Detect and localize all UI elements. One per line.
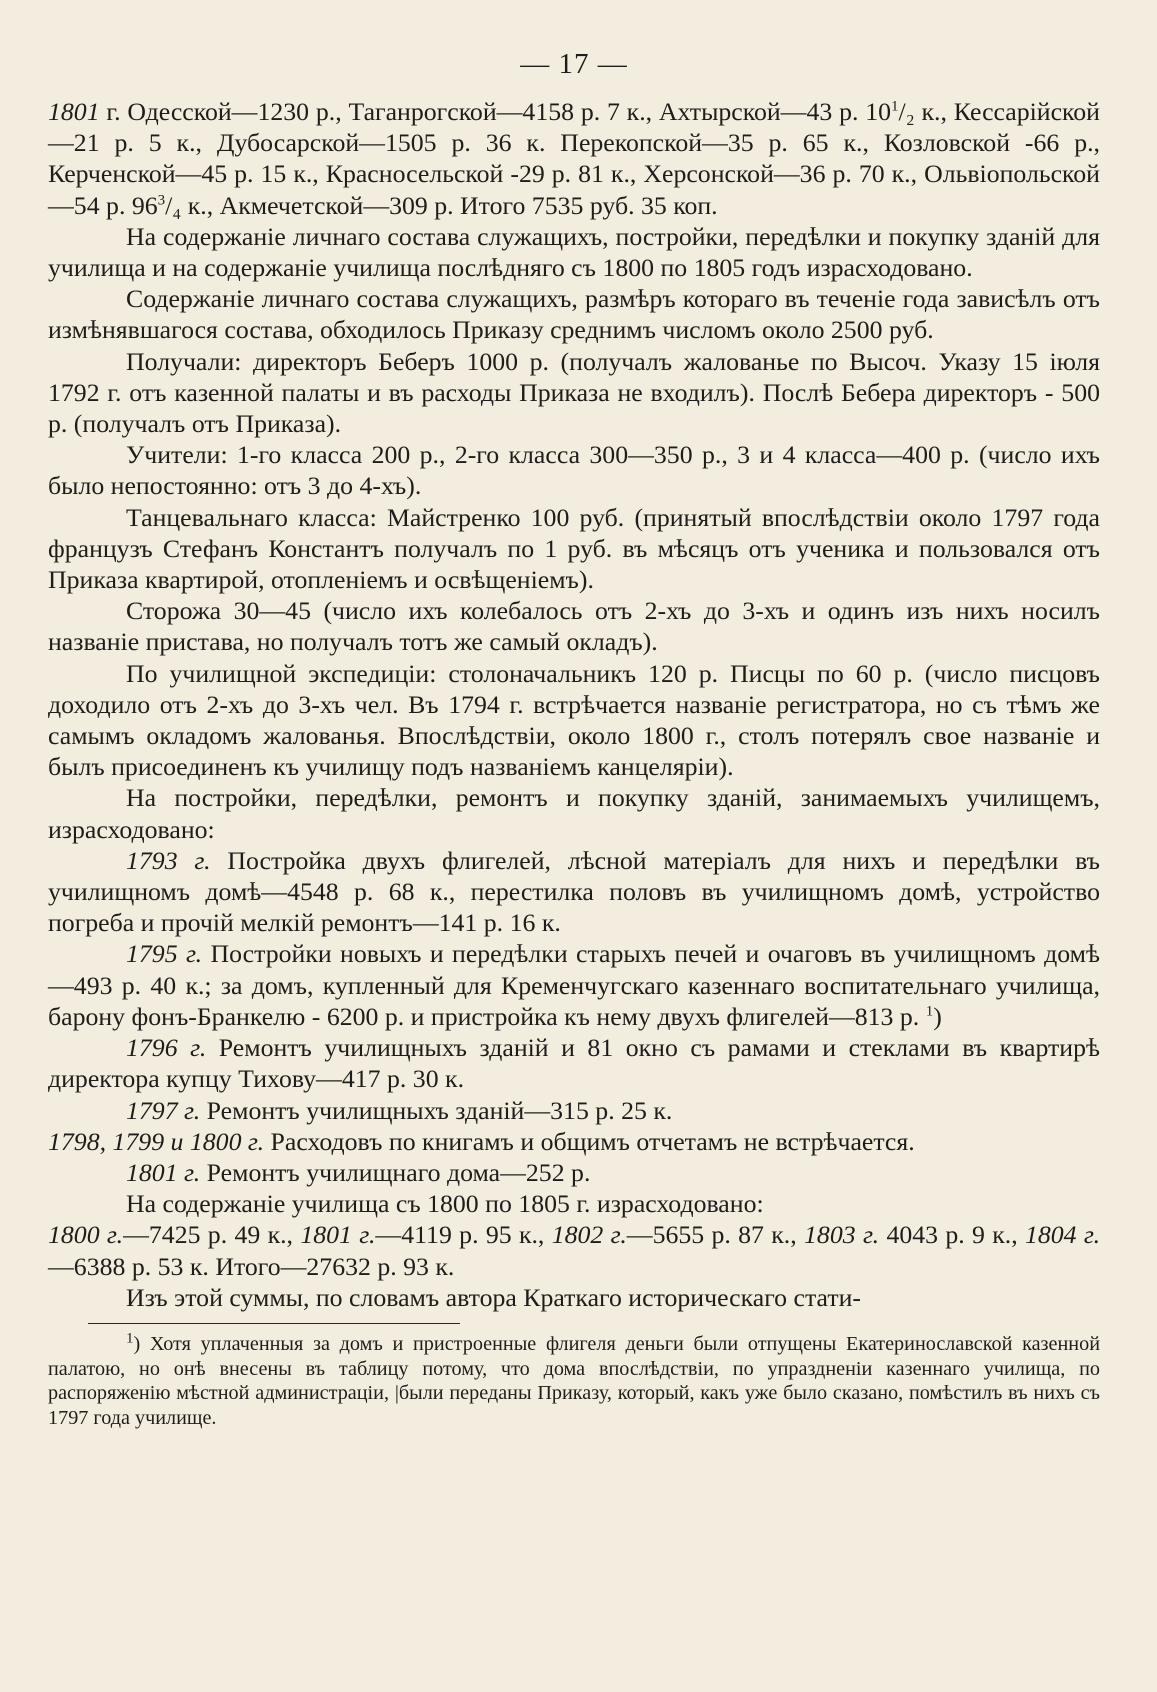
paragraph-p11 xyxy=(48,938,1100,1032)
paragraph-p4 xyxy=(48,346,1100,440)
superscript: 3 xyxy=(157,192,166,209)
superscript: 1 xyxy=(126,1330,134,1347)
year-label: 1804 г. xyxy=(1024,1220,1101,1250)
text-run: По училищной экспедиціи: столоначальникъ 120 р. Писцы по 60 р. (число писцовъ доходило отъ 2-хъ до 3-хъ чел. Въ 1794 г. встрѣчается названіе регистратора, но съ тѣмъ же самымъ окладомъ жалованья. Впослѣдствіи, около 1800 г., столъ потерялъ свое названіе и былъ присоединенъ къ училищу подъ названіемъ канцеляріи). xyxy=(48,658,1100,782)
text-run: —6388 р. 53 к. Итого—27632 р. 93 к. xyxy=(48,1251,455,1281)
paragraph-p15 xyxy=(48,1157,1100,1188)
text-run: Танцевальнаго класса: Майстренко 100 руб. (принятый впослѣдствіи около 1797 года французъ Стефанъ Константъ получалъ по 1 руб. въ мѣсяцъ отъ ученика и пользовался отъ Приказа квартирой, отопленіемъ и освѣщеніемъ). xyxy=(48,502,1100,595)
paragraph-p14 xyxy=(48,1126,1100,1157)
year-label: 1797 г. xyxy=(126,1095,201,1125)
text-run: Ремонтъ училищнаго дома—252 р. xyxy=(200,1157,591,1187)
text-run: Постройка двухъ флигелей, лѣсной матеріалъ для нихъ и передѣлки въ училищномъ домѣ—4548 р. 68 к., перестилка половъ въ училищномъ домѣ, устройство погреба и прочій мелкій ремонтъ—141 р. 16 к. xyxy=(48,845,1101,938)
text-run: —7425 р. 49 к., xyxy=(123,1220,301,1250)
paragraph-p6 xyxy=(48,502,1100,596)
year-label: 1802 г. xyxy=(551,1220,627,1250)
text-run: Расходовъ по книгамъ и общимъ отчетамъ не встрѣчается. xyxy=(264,1126,915,1156)
text-run: /₂ к., Кессарійской—21 р. 5 к., Дубосарской—1505 р. 36 к. Перекопской—35 р. 65 к., Козловской -66 р., Керченской—45 р. 15 к., Красносельской -29 р. 81 к., Херсонской—36 р. 70 к., Ольвіопольской—54 р. 96 xyxy=(48,97,1100,220)
document-page xyxy=(48,48,1100,1430)
text-run: —4119 р. 95 к., xyxy=(375,1220,552,1250)
text-run: Ремонтъ училищныхъ зданій—315 р. 25 к. xyxy=(200,1095,673,1125)
text-run: Содержаніе личнаго состава служащихъ, размѣръ котораго въ теченіе года зависѣлъ отъ измѣнявшагося состава, обходилось Приказу среднимъ числомъ около 2500 руб. xyxy=(48,284,1100,345)
paragraph-p7 xyxy=(48,595,1100,657)
year-label: 1798, 1799 и 1800 г. xyxy=(48,1126,265,1156)
paragraph-p16 xyxy=(48,1188,1100,1219)
paragraph-p8 xyxy=(48,658,1100,783)
paragraph-p5 xyxy=(48,439,1100,501)
text-run: Изъ этой суммы, по словамъ автора Краткаго историческаго стати- xyxy=(126,1282,861,1312)
paragraph-p17 xyxy=(48,1219,1100,1281)
text-run: На постройки, передѣлки, ремонтъ и покупку зданій, занимаемыхъ училищемъ, израсходовано: xyxy=(48,783,1100,844)
year-label: 1800 г. xyxy=(48,1220,124,1250)
paragraph-p3 xyxy=(48,283,1100,345)
year-label: 1801 г. xyxy=(300,1220,376,1250)
text-run: Постройки новыхъ и передѣлки старыхъ печей и очаговъ въ училищномъ домѣ—493 р. 40 к.; за домъ, купленный для Кременчугскаго казеннаго воспитательнаго училища, барону фонъ-Бранкелю - 6200 р. и пристройка къ нему двухъ флигелей—813 р. xyxy=(48,939,1100,1031)
year-label: 1796 г. xyxy=(126,1033,207,1063)
year-label: 1803 г. xyxy=(804,1220,880,1250)
page-number: — 17 — xyxy=(520,48,628,80)
footnote xyxy=(48,1332,1100,1430)
text-run: На содержаніе личнаго состава служащихъ, постройки, передѣлки и покупку зданій для училища и на содержаніе училища послѣдняго съ 1800 по 1805 годъ израсходовано. xyxy=(48,221,1100,283)
year-label: 1801 xyxy=(48,97,100,126)
text-run: /₄ к., Акмечетской—309 р. Итого 7535 руб. 35 коп. xyxy=(165,190,718,220)
text-run: 4043 р. 9 к., xyxy=(879,1220,1025,1250)
text-run: Сторожа 30—45 (число ихъ колебалось отъ 2-хъ до 3-хъ и одинъ изъ нихъ носилъ названіе пристава, но получалъ тотъ же самый окладъ). xyxy=(48,596,1100,657)
year-label: 1793 г. xyxy=(126,845,211,875)
paragraph-p2 xyxy=(48,221,1100,283)
paragraph-p18 xyxy=(48,1282,1100,1313)
year-label: 1795 г. xyxy=(126,939,203,969)
superscript: 1 xyxy=(891,98,899,115)
paragraph-p9 xyxy=(48,782,1100,844)
text-run: ) xyxy=(933,1001,942,1031)
paragraph-p12 xyxy=(48,1032,1100,1094)
footnote-divider xyxy=(88,1323,460,1324)
paragraph-p13 xyxy=(48,1095,1100,1126)
year-label: 1801 г. xyxy=(126,1157,201,1187)
footnote-text xyxy=(48,1332,1100,1430)
paragraph-p10 xyxy=(48,845,1100,939)
text-run: г. Одесской—1230 р., Таганрогской—4158 р. 7 к., Ахтырской—43 р. 10 xyxy=(99,97,892,126)
body-text xyxy=(48,96,1100,1313)
text-run: Получали: директоръ Беберъ 1000 р. (получалъ жалованье по Высоч. Указу 15 іюля 1792 г. отъ казенной палаты и въ расходы Приказа не входилъ). Послѣ Бебера директоръ - 500 р. (получалъ отъ Приказа). xyxy=(48,346,1100,439)
text-run: Учители: 1-го класса 200 р., 2-го класса 300—350 р., 3 и 4 класса—400 р. (число ихъ было непостоянно: отъ 3 до 4-хъ). xyxy=(48,440,1100,501)
text-run: На содержаніе училища съ 1800 по 1805 г. израсходовано: xyxy=(126,1189,764,1219)
text-run: ) Хотя уплаченныя за домъ и пристроенные флигеля деньги были отпущены Екатеринославской казенной палатою, но онѣ внесены въ таблицу потому, что дома впослѣдствіи, по упраздненіи казеннаго училища, по распоряженію мѣстной администраціи, |были переданы Приказу, который, какъ уже было сказано, помѣстилъ въ нихъ съ 1797 года училище. xyxy=(48,1332,1100,1429)
superscript: 1 xyxy=(925,1003,934,1020)
paragraph-p1 xyxy=(48,96,1100,221)
text-run: —5655 р. 87 к., xyxy=(626,1220,805,1250)
text-run: Ремонтъ училищныхъ зданій и 81 окно съ рамами и стеклами въ квартирѣ директора купцу Тихову—417 р. 30 к. xyxy=(48,1033,1100,1094)
